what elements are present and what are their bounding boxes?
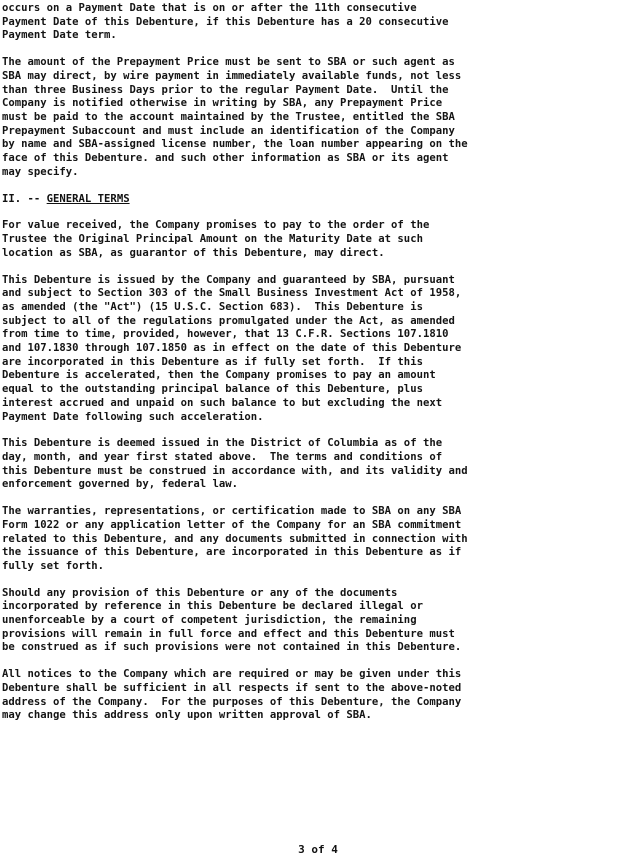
text-line: enforcement governed by, federal law. [2,478,238,491]
section-number: II. -- [2,193,47,206]
text-line: location as SBA, as guarantor of this Debenture, may direct. [2,246,385,259]
text-line: as amended (the "Act") (15 U.S.C. Section 683). This Debenture is [2,300,423,313]
paragraph-gap [2,424,636,437]
text-line: fully set forth. [2,559,105,572]
text-line: Prepayment Subaccount and must include an identification of the Company [2,124,455,137]
text-line: be construed as if such provisions were not contained in this Debenture. [2,641,462,654]
paragraph-gap [2,492,636,505]
text-line: equal to the outstanding principal balance of this Debenture, plus [2,383,423,396]
text-line: the issuance of this Debenture, are incorporated in this Debenture as if [2,546,462,559]
text-line: Should any provision of this Debenture or any of the documents [2,586,398,599]
text-line: Debenture is accelerated, then the Company promises to pay an amount [2,369,436,382]
text-line: than three Business Days prior to the regular Payment Date. Until the [2,83,449,96]
text-line: face of this Debenture. and such other information as SBA or its agent [2,152,449,165]
text-line: The warranties, representations, or certification made to SBA on any SBA [2,505,462,518]
text-line: interest accrued and unpaid on such balance to but excluding the next [2,396,443,409]
paragraph-gap [2,179,636,192]
text-line: This Debenture is deemed issued in the District of Columbia as of the [2,437,443,450]
paragraph-prepayment-price [2,56,636,179]
text-line: from time to time, provided, however, that 13 C.F.R. Sections 107.1810 [2,328,449,341]
paragraph-gap [2,261,636,274]
text-line: unenforceable by a court of competent jurisdiction, the remaining [2,614,417,627]
text-line: Form 1022 or any application letter of the Company for an SBA commitment [2,518,462,531]
paragraph-notices [2,668,636,723]
text-line: Payment Date term. [2,29,117,42]
text-line: Payment Date following such acceleration. [2,410,264,423]
paragraph-value-received [2,219,636,260]
paragraph-prepayment-term [2,2,636,43]
text-line: and 107.1830 through 107.1850 as in effect on the date of this Debenture [2,342,462,355]
text-line: Trustee the Original Principal Amount on the Maturity Date at such [2,233,423,246]
paragraph-district-of-columbia [2,437,636,492]
text-line: may specify. [2,165,79,178]
paragraph-gap [2,206,636,219]
text-line: Payment Date of this Debenture, if this Debenture has a 20 consecutive [2,15,449,28]
text-line: address of the Company. For the purposes of this Debenture, the Company [2,695,462,708]
section-heading [2,192,636,206]
text-line: this Debenture must be construed in accordance with, and its validity and [2,464,468,477]
page-number: 3 of 4 [298,843,338,856]
paragraph-gap [2,655,636,668]
text-line: The amount of the Prepayment Price must be sent to SBA or such agent as [2,56,455,69]
text-line: SBA may direct, by wire payment in immediately available funds, not less [2,69,462,82]
text-line: provisions will remain in full force and effect and this Debenture must [2,627,455,640]
text-line: Debenture shall be sufficient in all respects if sent to the above-noted [2,681,462,694]
text-line: All notices to the Company which are required or may be given under this [2,668,462,681]
paragraph-debenture-issued [2,274,636,425]
text-line: may change this address only upon written approval of SBA. [2,709,372,722]
section-title: GENERAL TERMS [46,193,130,206]
text-line: incorporated by reference in this Debenture be declared illegal or [2,600,423,613]
text-line: and subject to Section 303 of the Small Business Investment Act of 1958, [2,287,462,300]
paragraph-severability [2,587,636,656]
text-line: must be paid to the account maintained by the Trustee, entitled the SBA [2,110,455,123]
text-line: related to this Debenture, and any documents submitted in connection with [2,532,468,545]
paragraph-gap [2,43,636,56]
text-line: subject to all of the regulations promulgated under the Act, as amended [2,314,455,327]
text-line: occurs on a Payment Date that is on or after the 11th consecutive [2,2,417,14]
text-line: are incorporated in this Debenture as if fully set forth. If this [2,355,423,368]
paragraph-warranties [2,505,636,574]
text-line: Company is notified otherwise in writing by SBA, any Prepayment Price [2,97,443,110]
text-line: For value received, the Company promises to pay to the order of the [2,219,430,232]
text-line: by name and SBA-assigned license number, the loan number appearing on the [2,138,468,151]
text-line: This Debenture is issued by the Company and guaranteed by SBA, pursuant [2,273,455,286]
text-line: day, month, and year first stated above. The terms and conditions of [2,450,443,463]
paragraph-gap [2,574,636,587]
